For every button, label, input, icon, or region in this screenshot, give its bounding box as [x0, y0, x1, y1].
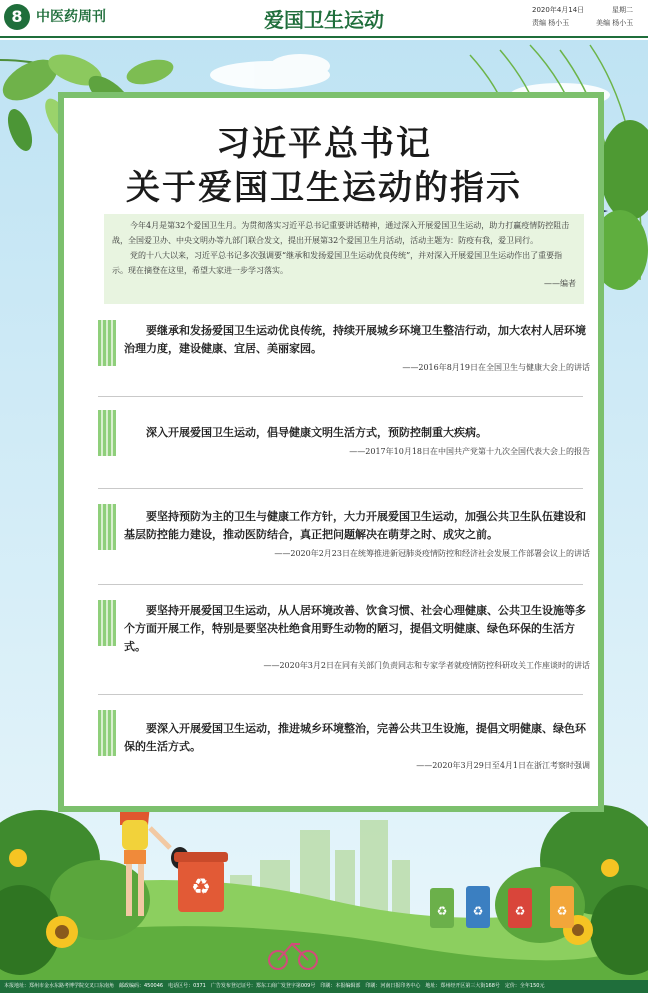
designer-credit: 美编 杨小玉 [596, 19, 634, 27]
quote-block [124, 720, 590, 771]
quote-source: ——2017年10月18日在中国共产党第十九次全国代表大会上的报告 [349, 447, 590, 456]
quote-block [124, 508, 590, 559]
quote-divider [98, 694, 583, 695]
quote-marker [98, 320, 116, 366]
quote-block [124, 424, 590, 457]
issue-date: 2020年4月14日 [532, 6, 585, 14]
quote-marker [98, 504, 116, 550]
weekday: 星期二 [612, 6, 633, 14]
section-title: 爱国卫生运动 [264, 8, 384, 32]
intro-paragraph-1: 今年4月是第32个爱国卫生月。为贯彻落实习近平总书记重要讲话精神，通过深入开展爱国卫生运动，助力打赢疫情防控阻击战，全国爱卫办、中央文明办等九部门联合发文，提出开展第32个爱国卫生月活动，活动主题为：防疫有我，爱卫同行。 [112, 221, 570, 245]
page-number: 8 [4, 4, 30, 30]
quote-marker [98, 600, 116, 646]
recycle-icon: ♻ [191, 875, 211, 900]
svg-text:♻: ♻ [556, 904, 568, 918]
editor-intro [104, 214, 584, 304]
quote-text: 深入开展爱国卫生运动，倡导健康文明生活方式，预防控制重大疾病。 [146, 426, 487, 439]
intro-signature: ——编者 [544, 279, 576, 288]
quote-text: 要继承和发扬爱国卫生运动优良传统，持续开展城乡环境卫生整洁行动，加大农村人居环境治理力度，建设健康、宜居、美丽家园。 [124, 324, 586, 355]
intro-paragraph-2: 党的十八大以来，习近平总书记多次强调要“继承和发扬爱国卫生运动优良传统”，并对深入开展爱国卫生运动作出了重要指示。现在摘登在这里，希望大家进一步学习落实。 [112, 251, 563, 275]
paper-name: 中医药周刊 [36, 9, 106, 25]
quote-block [124, 322, 590, 373]
quote-marker [98, 710, 116, 756]
quote-block [124, 602, 590, 671]
quote-divider [98, 488, 583, 489]
headline-line2: 关于爱国卫生运动的指示 [126, 168, 522, 208]
trash-bin-icon [174, 852, 228, 912]
quote-text: 要坚持开展爱国卫生运动，从人居环境改善、饮食习惯、社会心理健康、公共卫生设施等多个方面开展工作，特别是要坚决杜绝食用野生动物的陋习，提倡文明健康、绿色环保的生活方式。 [124, 604, 586, 653]
quote-text: 要深入开展爱国卫生运动，推进城乡环境整治，完善公共卫生设施，提倡文明健康、绿色环保的生活方式。 [124, 722, 586, 753]
quote-source: ——2020年3月29日至4月1日在浙江考察时强调 [416, 761, 590, 770]
quote-divider [98, 396, 583, 397]
svg-text:♻: ♻ [472, 904, 484, 918]
editor-credit: 责编 杨小玉 [532, 19, 570, 27]
quote-marker [98, 410, 116, 456]
masthead [0, 0, 648, 40]
quote-source: ——2020年3月2日在同有关部门负责同志和专家学者就疫情防控科研攻关工作座谈时的讲话 [263, 661, 590, 670]
svg-text:♻: ♻ [514, 904, 526, 918]
headline-line1: 习近平总书记 [216, 124, 432, 164]
svg-text:♻: ♻ [436, 904, 448, 918]
masthead-rule [0, 36, 648, 38]
quote-source: ——2016年8月19日在全国卫生与健康大会上的讲话 [402, 363, 590, 372]
quote-source: ——2020年2月23日在统筹推进新冠肺炎疫情防控和经济社会发展工作部署会议上的讲话 [274, 549, 590, 558]
quote-text: 要坚持预防为主的卫生与健康工作方针，大力开展爱国卫生运动，加强公共卫生队伍建设和基层防控能力建设，推动医防结合，真正把问题解决在萌芽之时、成灾之前。 [124, 510, 586, 541]
footer-bar: 本报地址：郑州市金水东路考博学院交叉口东南角 邮政编码：450046 电话区号：0371 广告发布登记证号：郑东工商广发登字第009号 印刷：本报编辑部 印刷：河南日报印务中心 地址：郑州经开区第三大街168号 定价：全年150元 [0, 980, 648, 993]
quote-divider [98, 584, 583, 585]
